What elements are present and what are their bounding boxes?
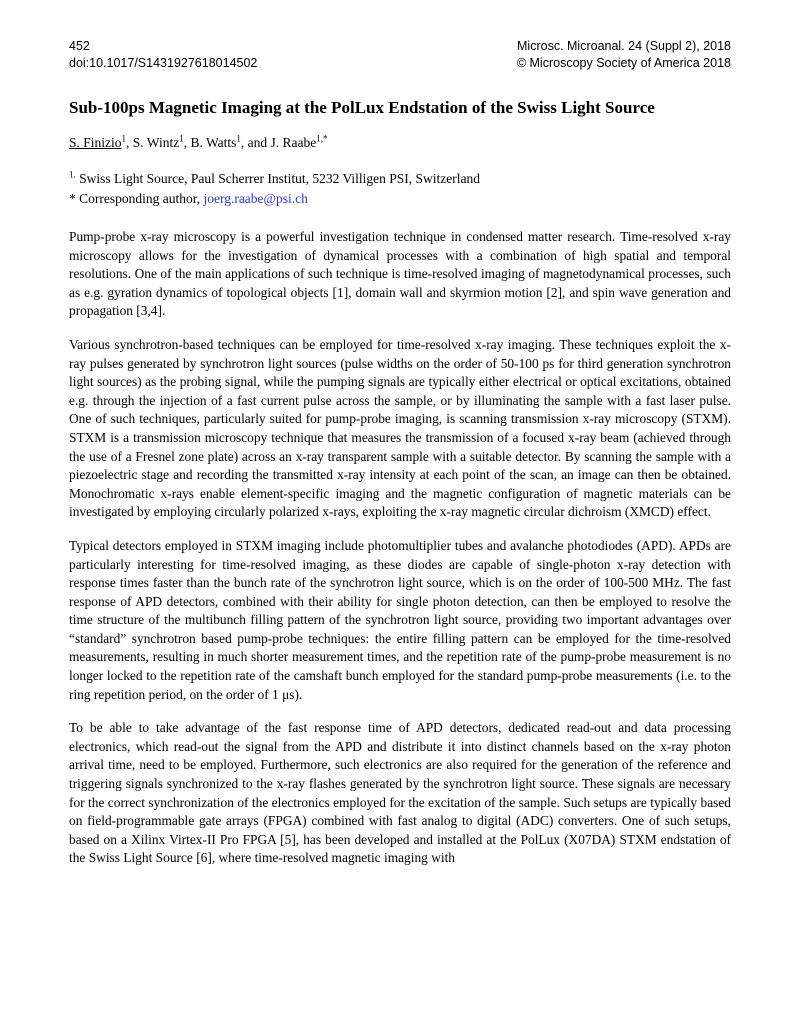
affiliation-text: Swiss Light Source, Paul Scherrer Institut, 5232 Villigen PSI, Switzerland xyxy=(75,171,481,186)
author-name: , S. Wintz xyxy=(126,135,180,150)
author-superscript: 1 xyxy=(121,133,127,144)
paragraph-1: Pump-probe x-ray microscopy is a powerful investigation technique in condensed matter research. Time-resolved x-ray microscopy allows for the investigation of dynamical processes with a combination of high spatial and temporal resolutions. One of the main applications of such technique is time-resolved imaging of magnetodynamical processes, such as e.g. gyration dynamics of topological objects [1], domain wall and skyrmion motion [2], and spin wave generation and propagation [3,4]. xyxy=(69,229,731,319)
corresponding-author-line xyxy=(69,189,731,209)
author-name: , and J. Raabe xyxy=(240,135,317,150)
page-header xyxy=(69,38,731,72)
header-row-1 xyxy=(69,38,731,55)
article-title: Sub-100ps Magnetic Imaging at the PolLux Endstation of the Swiss Light Source xyxy=(69,98,655,117)
copyright-text: © Microscopy Society of America 2018 xyxy=(516,56,731,70)
page-number: 452 xyxy=(69,39,90,53)
affiliation-block xyxy=(69,169,731,209)
affiliation-line xyxy=(69,169,731,189)
paragraph-4: To be able to take advantage of the fast response time of APD detectors, dedicated read-out and data processing electronics, which read-out the signal from the APD and distribute it into distinct channels based on the x-ray photon arrival time, need to be employed. Furthermore, such electronics are also required for the generation of the reference and triggering signals synchronized to the x-ray flashes generated by the synchrotron light source. These signals are necessary for the correct synchronization of the electronics employed for the excitation of the sample. Such setups are typically based on field-programmable gate arrays (FPGA) combined with fast analog to digital (ADC) converters. One of such setups, based on a Xilinx Virtex-II Pro FPGA [5], has been developed and installed at the PolLux (X07DA) STXM endstation of the Swiss Light Source [6], where time-resolved magnetic imaging with xyxy=(69,720,731,866)
journal-reference: Microsc. Microanal. 24 (Suppl 2), 2018 xyxy=(517,39,731,53)
author-superscript: 1 xyxy=(236,133,241,144)
affiliation-superscript: 1. xyxy=(69,169,76,180)
doi-text: doi:10.1017/S1431927618014502 xyxy=(69,56,258,70)
email-link[interactable]: joerg.raabe@psi.ch xyxy=(203,191,308,206)
author-superscript: 1,* xyxy=(316,133,328,144)
paragraph-3: Typical detectors employed in STXM imaging include photomultiplier tubes and avalanche photodiodes (APD). APDs are particularly interesting for time-resolved imaging, as these diodes are capable of single-photon x-ray detection with response times faster than the bunch rate of the synchrotron light source, which is on the order of 100-500 MHz. The fast response of APD detectors, combined with their ability for single photon detection, can then be employed to resolve the time structure of the multibunch filling pattern of the synchrotron light source, providing two important advantages over “standard” synchrotron based pump-probe techniques: the entire filling pattern can be employed for the time-resolved measurements, resulting in much shorter measurement times, and the repetition rate of the pump-probe measurement is no longer locked to the repetition rate of the camshaft bunch employed for the standard pump-probe measurements (i.e. to the ring repetition period, on the order of 1 μs). xyxy=(69,537,731,702)
author-name: , B. Watts xyxy=(183,135,237,150)
paragraph-2: Various synchrotron-based techniques can be employed for time-resolved x-ray imaging. These techniques exploit the x-ray pulses generated by synchrotron light sources (pulse widths on the order of 50-100 ps for third generation synchrotron light sources) as the probing signal, while the pumping signals are typically either electrical or optical excitations, obtained e.g. through the injection of a fast current pulse across the sample, or by illuminating the sample with a fast laser pulse. One of such techniques, particularly suited for pump-probe imaging, is scanning transmission x-ray microscopy (STXM). STXM is a transmission microscopy technique that measures the transmission of a focused x-ray beam (achieved through the use of a Fresnel zone plate) across an x-ray transparent sample with a suitable detector. By scanning the sample with a piezoelectric stage and recording the transmitted x-ray intensity at each point of the scan, an image can then be obtained. Monochromatic x-rays enable element-specific imaging and the magnetic configuration of magnetic materials can be investigated by employing circularly polarized x-rays, exploiting the x-ray magnetic circular dichroism (XMCD) effect. xyxy=(69,336,731,520)
article-body xyxy=(69,228,731,868)
author-line xyxy=(69,133,731,152)
header-row-2 xyxy=(69,55,731,72)
author-name: S. Finizio xyxy=(69,135,122,150)
corresponding-author-prefix: * Corresponding author, xyxy=(69,191,204,206)
author-superscript: 1 xyxy=(179,133,184,144)
